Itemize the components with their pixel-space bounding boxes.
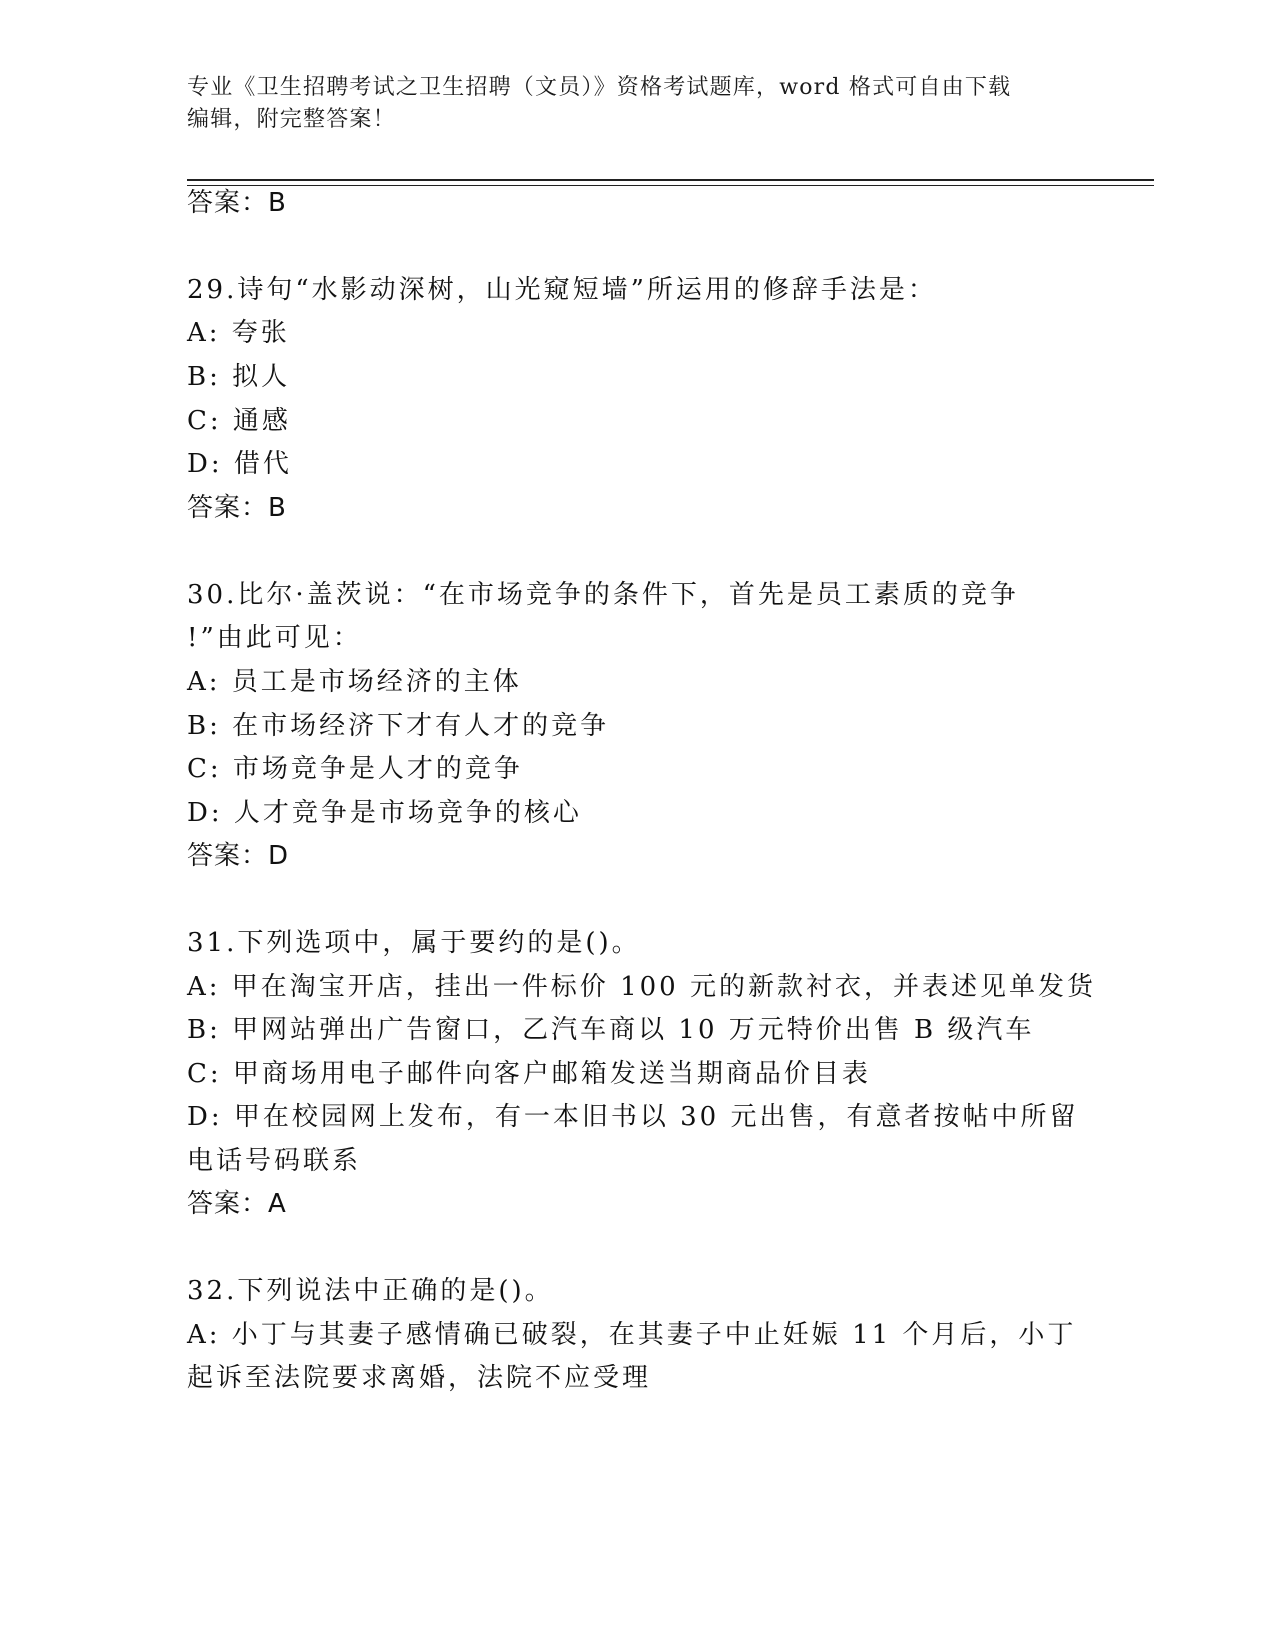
- question-29-title: 29.诗句“水影动深树，山光窥短墙”所运用的修辞手法是：: [187, 275, 937, 305]
- question-29-answer: 答案：B: [187, 493, 287, 523]
- question-31-answer: 答案：A: [187, 1189, 287, 1219]
- question-29-option-b: B: 拟人: [187, 362, 291, 392]
- question-30-option-c: C: 市场竞争是人才的竞争: [187, 754, 523, 784]
- question-29-option-d: D: 借代: [187, 449, 292, 479]
- question-29-option-a: A: 夸张: [187, 318, 290, 348]
- header-divider-thin: [187, 185, 1154, 186]
- document-header: [187, 72, 1087, 136]
- question-29-option-c: C: 通感: [187, 406, 291, 436]
- question-32-option-a: A: 小丁与其妻子感情确已破裂，在其妻子中止妊娠 11 个月后，小丁: [187, 1320, 1077, 1350]
- question-30-title-line-2: !”由此可见：: [187, 623, 362, 653]
- question-31-option-d-continued: 电话号码联系: [187, 1146, 362, 1176]
- question-30-answer: 答案：D: [187, 841, 290, 871]
- question-30-option-d: D: 人才竞争是市场竞争的核心: [187, 798, 582, 828]
- question-31-option-c: C: 甲商场用电子邮件向客户邮箱发送当期商品价目表: [187, 1059, 871, 1089]
- question-31-option-a: A: 甲在淘宝开店，挂出一件标价 100 元的新款衬衣，并表述见单发货: [187, 972, 1096, 1002]
- question-32-option-a-continued: 起诉至法院要求离婚，法院不应受理: [187, 1363, 652, 1393]
- question-31-title: 31.下列选项中，属于要约的是()。: [187, 928, 641, 958]
- header-line-1: 专业《卫生招聘考试之卫生招聘（文员）》资格考试题库，word 格式可自由下载: [187, 75, 1012, 100]
- question-31-option-d: D: 甲在校园网上发布，有一本旧书以 30 元出售，有意者按帖中所留: [187, 1102, 1079, 1132]
- header-divider: [187, 179, 1154, 181]
- question-30-title-line-1: 30.比尔·盖茨说：“在市场竞争的条件下，首先是员工素质的竞争: [187, 580, 1019, 610]
- header-line-2: 编辑，附完整答案！: [187, 107, 396, 132]
- question-30-option-b: B: 在市场经济下才有人才的竞争: [187, 711, 610, 741]
- question-32-title: 32.下列说法中正确的是()。: [187, 1276, 554, 1306]
- question-31-option-b: B: 甲网站弹出广告窗口，乙汽车商以 10 万元特价出售 B 级汽车: [187, 1015, 1035, 1045]
- question-30-option-a: A: 员工是市场经济的主体: [187, 667, 522, 697]
- answer-prev: 答案：B: [187, 188, 287, 218]
